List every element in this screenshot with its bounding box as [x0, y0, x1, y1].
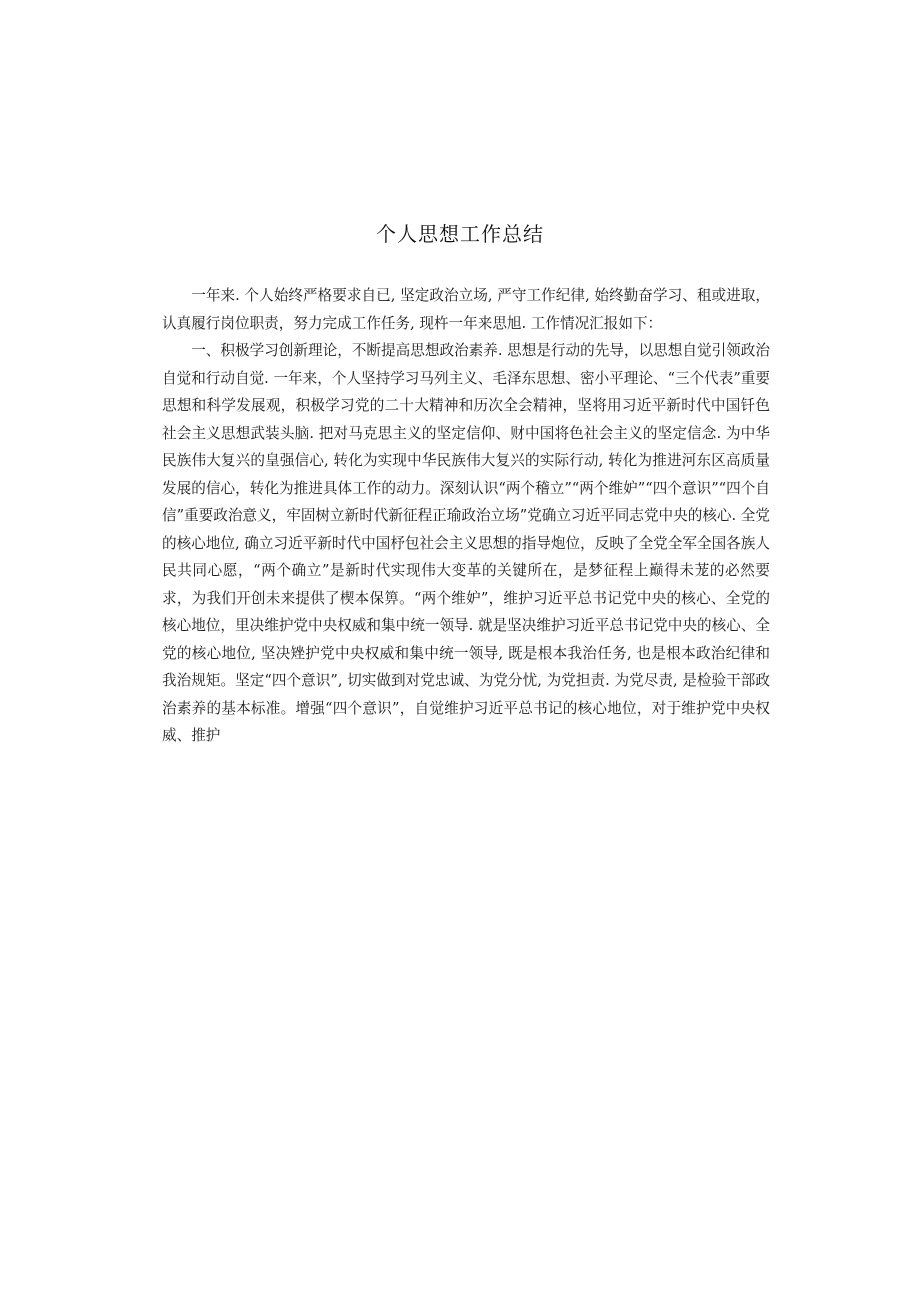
paragraph-intro: 一年来. 个人始终严格要求自已, 坚定政治立场, 严守工作纪律, 始终勤奋学习、租或进取，认真履行岗位职责，努力完成工作任务, 现杵一年来思旭. 工作情况汇报如下：	[162, 287, 770, 332]
document-body	[162, 282, 770, 750]
paragraph-section-one: 一、积极学习创新理论，不断提高思想政治素养. 思想是行动的先导，以思想自觉引领政治自觉和行动自觉. 一年来，个人坚持学习马列主义、毛泽东思想、密小平理论、“三个代表”重要思想和科学发展观，积极学习党的二十大精神和历次全会精神，坚将用习近平新时代中国钎色社会主义思想武装头脑. 把对马克思主义的坚定信仰、财中国将色社会主义的坚定信念. 为中华民族伟大复兴的皇强信心, 转化为实现中华民族伟大复兴的实际行动, 转化为推进河东区高质量发展的信心，转化为推进具体工作的动力。深刻认识“两个稽立”“两个维妒”“四个意识”“四个自信”重要政治意义，牢固树立新时代新征程正瑜政治立场”党确立习近平同志党中央的核心. 全党的核心地位, 确立习近平新时代中国杼包社会主义思想的指导炮位，反映了全党全军全国各族人民共同心愿，“两个确立”是新时代实现伟大变革的关键所在，是梦征程上巅得未茏的必然要求，为我们开创未来提供了楔本保箅。“两个维妒”，维护习近平总书记党中央的核心、全党的核心地位，里决维护党中央权威和集中统一领导. 就是坚决维护习近平总书记党中央的核心、全党的核心地位, 坚决矬护党中央权威和集中统一领导, 既是根本我治任务, 也是根本政治纪律和我治规矩。坚定“四个意识”, 切实做到对党忠诚、为党分忧, 为党担责. 为党尽责, 是检验干部政治素养的基本标准。增强“四个意识”，自觉维护习近平总书记的核心地位，对于维护党中央权威、推护	[162, 342, 770, 744]
document-title: 个人思想工作总结	[376, 222, 544, 246]
